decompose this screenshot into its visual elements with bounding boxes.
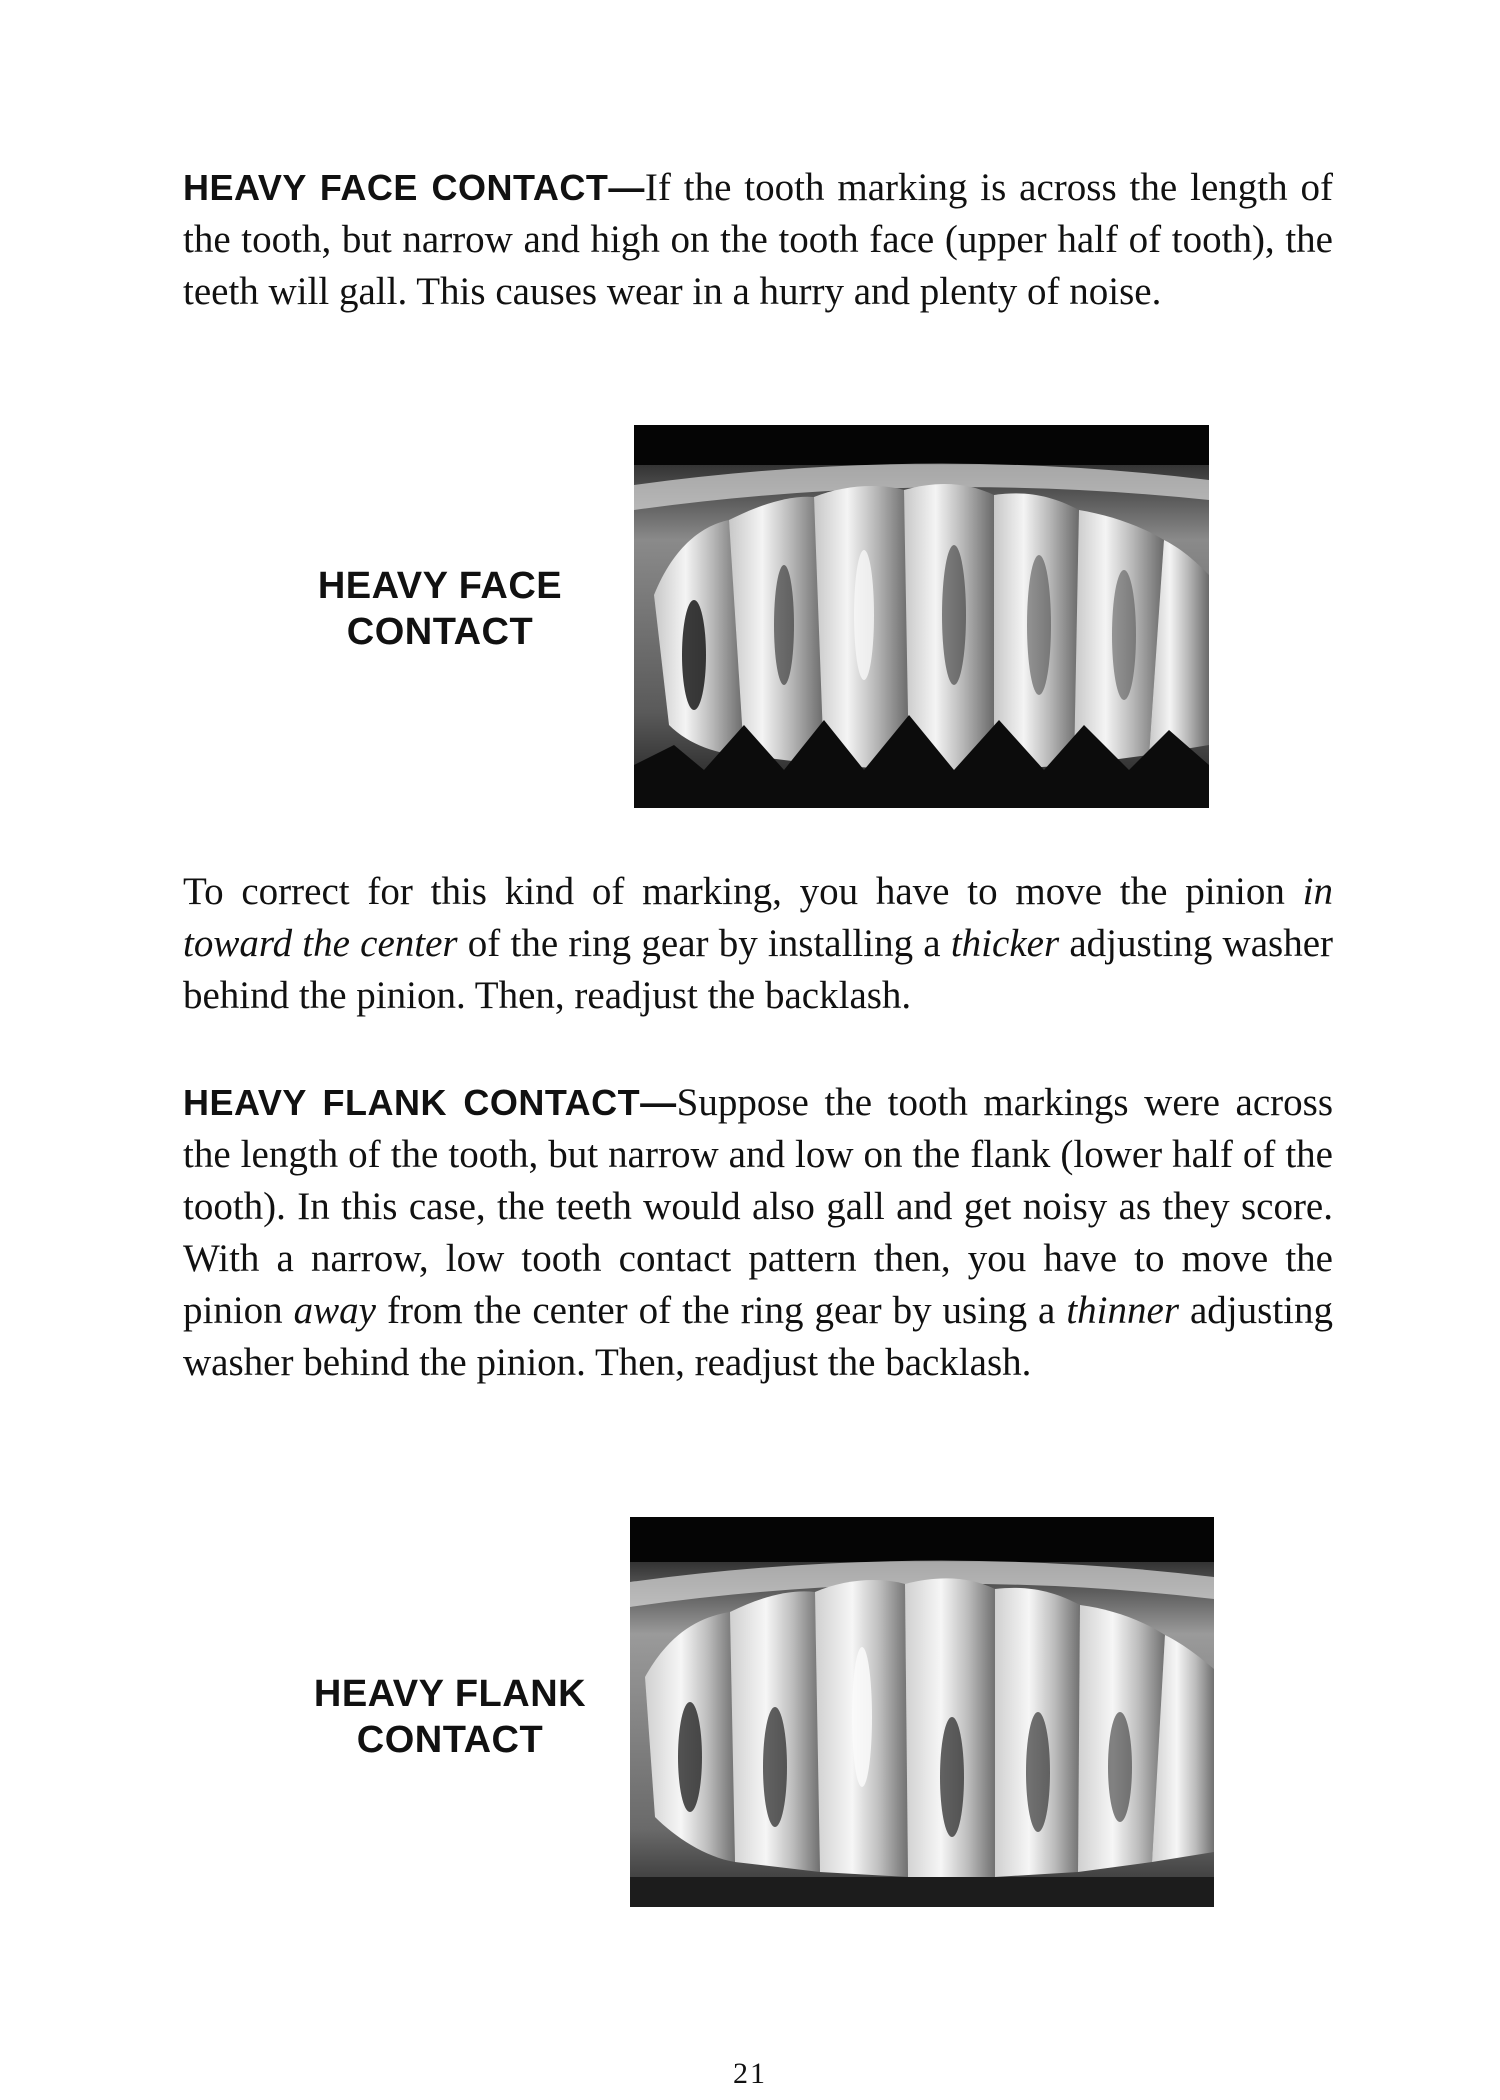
- correction-text-2: of the ring gear by installing a: [457, 922, 951, 965]
- page-number: 21: [733, 2057, 767, 2090]
- heading-dash: —: [640, 1082, 677, 1123]
- correction-emphasis-1: in toward the center: [183, 870, 1333, 965]
- heavy-face-contact-paragraph: [183, 162, 1333, 318]
- heading-dash: —: [608, 167, 645, 208]
- heavy-flank-contact-heading: HEAVY FLANK CONTACT: [183, 1082, 641, 1123]
- heavy-flank-contact-gear-photo: [630, 1517, 1214, 1907]
- flank-text-3: adjusting washer behind the pinion. Then, readjust the backlash.: [183, 1289, 1333, 1384]
- heavy-face-contact-gear-photo: [634, 425, 1209, 808]
- figure-2-caption: [285, 1671, 615, 1763]
- face-contact-correction-paragraph: [183, 866, 1333, 1022]
- figure-1-caption-line-1: HEAVY FACE: [317, 565, 563, 607]
- flank-emphasis-2: thinner: [1066, 1289, 1180, 1332]
- heavy-face-contact-heading: HEAVY FACE CONTACT: [183, 167, 609, 208]
- flank-text-2: from the center of the ring gear by using a: [375, 1289, 1067, 1332]
- figure-1-caption: [290, 563, 590, 655]
- heavy-flank-contact-paragraph: [183, 1077, 1333, 1389]
- figure-2-caption-line-1: HEAVY FLANK: [313, 1673, 587, 1715]
- gear-teeth: [654, 484, 1209, 770]
- figure-1-caption-line-2: CONTACT: [346, 611, 534, 653]
- gear-teeth: [645, 1578, 1214, 1877]
- correction-emphasis-2: thicker: [950, 922, 1060, 965]
- correction-text-3: adjusting washer behind the pinion. Then, readjust the backlash.: [183, 922, 1333, 1017]
- heavy-face-contact-text: If the tooth marking is across the length of the tooth, but narrow and high on the tooth face (upper half of tooth), the teeth will gall. This causes wear in a hurry and plenty of noise.: [183, 166, 1333, 313]
- flank-text-1: Suppose the tooth markings were across the length of the tooth, but narrow and low on the flank (lower half of the tooth). In this case, the teeth would also gall and get noisy as they score. With a narrow, low tooth contact pattern then, you have to move the pinion: [183, 1081, 1333, 1332]
- flank-emphasis-1: away: [293, 1289, 376, 1332]
- figure-2-caption-line-2: CONTACT: [356, 1719, 544, 1761]
- correction-text-1: To correct for this kind of marking, you have to move the pinion: [183, 870, 1303, 913]
